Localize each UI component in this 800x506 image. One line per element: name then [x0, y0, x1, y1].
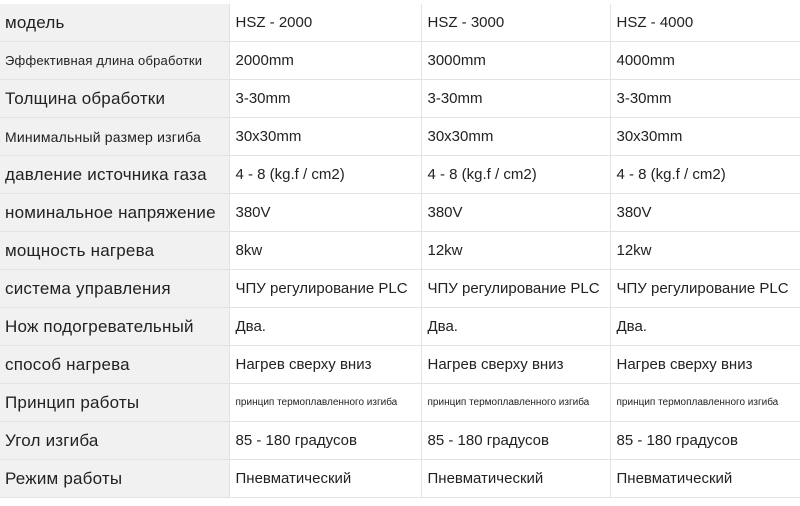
cell-value: 4 - 8 (kg.f / cm2): [421, 156, 610, 194]
cell-value: HSZ - 2000: [229, 4, 421, 42]
cell-value: 3-30mm: [421, 80, 610, 118]
cell-value: 8kw: [229, 232, 421, 270]
row-label-heating-method: способ нагрева: [0, 346, 229, 384]
table-row: [0, 232, 800, 270]
cell-value: 30x30mm: [421, 118, 610, 156]
row-label-rated-voltage: номинальное напряжение: [0, 194, 229, 232]
cell-value: 4 - 8 (kg.f / cm2): [610, 156, 800, 194]
cell-value: 3-30mm: [229, 80, 421, 118]
table-row: [0, 4, 800, 42]
row-label-heating-power: мощность нагрева: [0, 232, 229, 270]
row-label-effective-length: Эффективная длина обработки: [0, 42, 229, 80]
table-row: [0, 80, 800, 118]
cell-value: 85 - 180 градусов: [229, 422, 421, 460]
table-row: [0, 156, 800, 194]
cell-value: принцип термоплавленного изгиба: [610, 384, 800, 422]
cell-value: 30x30mm: [610, 118, 800, 156]
cell-value: 2000mm: [229, 42, 421, 80]
cell-value: Пневматический: [610, 460, 800, 498]
cell-value: Пневматический: [229, 460, 421, 498]
cell-value: Нагрев сверху вниз: [229, 346, 421, 384]
cell-value: Пневматический: [421, 460, 610, 498]
cell-value: 380V: [610, 194, 800, 232]
cell-value: 30x30mm: [229, 118, 421, 156]
row-label-model: модель: [0, 4, 229, 42]
cell-value: 380V: [421, 194, 610, 232]
cell-value: 380V: [229, 194, 421, 232]
cell-value: Два.: [421, 308, 610, 346]
row-label-control-system: система управления: [0, 270, 229, 308]
cell-value: 3000mm: [421, 42, 610, 80]
cell-value: принцип термоплавленного изгиба: [229, 384, 421, 422]
table-row: [0, 460, 800, 498]
table-row: [0, 270, 800, 308]
cell-value: ЧПУ регулирование PLC: [610, 270, 800, 308]
cell-value: HSZ - 4000: [610, 4, 800, 42]
cell-value: 4000mm: [610, 42, 800, 80]
cell-value: Два.: [610, 308, 800, 346]
table-row: [0, 118, 800, 156]
cell-value: ЧПУ регулирование PLC: [229, 270, 421, 308]
row-label-min-bend-size: Минимальный размер изгиба: [0, 118, 229, 156]
row-label-working-principle: Принцип работы: [0, 384, 229, 422]
spec-table: [0, 4, 800, 498]
table-row: [0, 422, 800, 460]
row-label-operation-mode: Режим работы: [0, 460, 229, 498]
cell-value: принцип термоплавленного изгиба: [421, 384, 610, 422]
cell-value: 12kw: [421, 232, 610, 270]
cell-value: ЧПУ регулирование PLC: [421, 270, 610, 308]
table-row: [0, 194, 800, 232]
cell-value: 12kw: [610, 232, 800, 270]
cell-value: Два.: [229, 308, 421, 346]
cell-value: HSZ - 3000: [421, 4, 610, 42]
table-row: [0, 42, 800, 80]
cell-value: 4 - 8 (kg.f / cm2): [229, 156, 421, 194]
cell-value: 3-30mm: [610, 80, 800, 118]
table-row: [0, 384, 800, 422]
cell-value: Нагрев сверху вниз: [610, 346, 800, 384]
row-label-bend-angle: Угол изгиба: [0, 422, 229, 460]
cell-value: 85 - 180 градусов: [421, 422, 610, 460]
table-row: [0, 346, 800, 384]
table-row: [0, 308, 800, 346]
cell-value: Нагрев сверху вниз: [421, 346, 610, 384]
row-label-thickness: Толщина обработки: [0, 80, 229, 118]
row-label-gas-pressure: давление источника газа: [0, 156, 229, 194]
row-label-heating-knife: Нож подогревательный: [0, 308, 229, 346]
cell-value: 85 - 180 градусов: [610, 422, 800, 460]
